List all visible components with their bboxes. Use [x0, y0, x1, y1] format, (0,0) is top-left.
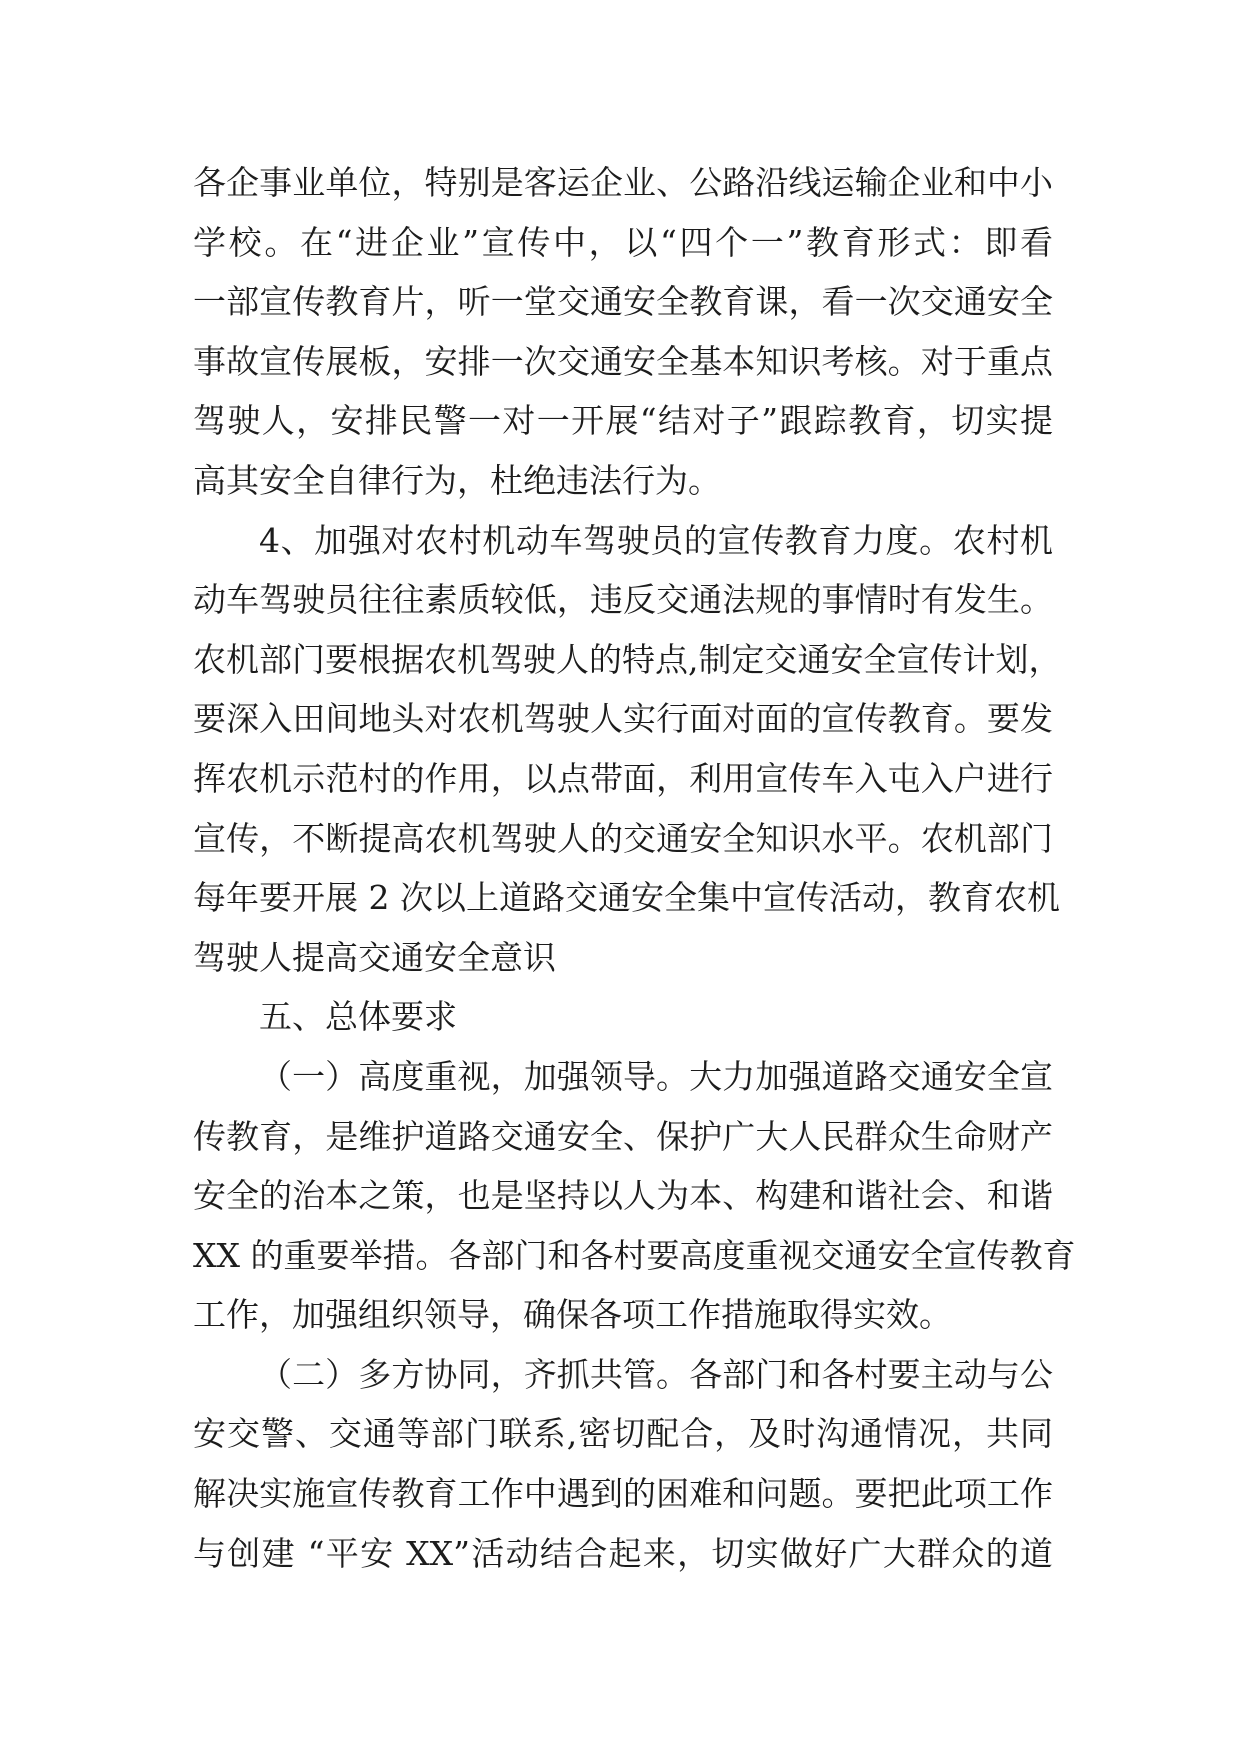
text-line: XX 的重要举措。各部门和各村要高度重视交通安全宣传教育 [193, 1235, 1076, 1275]
section-heading: 五、总体要求 [259, 997, 457, 1037]
paragraph-first-line: （一）高度重视，加强领导。大力加强道路交通安全宣 [259, 1056, 1053, 1096]
text-line: 宣传，不断提高农机驾驶人的交通安全知识水平。农机部门 [193, 818, 1053, 858]
text-line: 工作，加强组织领导，确保各项工作措施取得实效。 [193, 1295, 952, 1335]
text-line: 传教育，是维护道路交通安全、保护广大人民群众生命财产 [193, 1116, 1053, 1156]
text-line: 解决实施宣传教育工作中遇到的困难和问题。要把此项工作 [193, 1474, 1053, 1514]
document-body [193, 153, 1076, 1583]
text-line: 与创建 “平安 XX”活动结合起来，切实做好广大群众的道 [193, 1533, 1053, 1573]
text-line: 各企事业单位，特别是客运企业、公路沿线运输企业和中小 [193, 163, 1053, 202]
text-line: 每年要开展 2 次以上道路交通安全集中宣传活动，教育农机 [193, 878, 1060, 918]
text-line: 高其安全自律行为，杜绝违法行为。 [193, 460, 721, 500]
text-line: 动车驾驶员往往素质较低，违反交通法规的事情时有发生。 [193, 580, 1053, 620]
text-line: 驾驶人，安排民警一对一开展“结对子”跟踪教育，切实提 [193, 401, 1053, 441]
paragraph-first-line: 4、加强对农村机动车驾驶员的宣传教育力度。农村机 [259, 520, 1053, 560]
paragraph-first-line: （二）多方协同，齐抓共管。各部门和各村要主动与公 [259, 1354, 1053, 1394]
text-line: 一部宣传教育片，听一堂交通安全教育课，看一次交通安全 [193, 282, 1053, 322]
text-line: 事故宣传展板，安排一次交通安全基本知识考核。对于重点 [193, 341, 1053, 381]
text-line: 安交警、交通等部门联系,密切配合，及时沟通情况，共同 [193, 1414, 1053, 1454]
text-line: 安全的治本之策，也是坚持以人为本、构建和谐社会、和谐 [193, 1176, 1053, 1216]
text-line: 学校。在“进企业”宣传中，以“四个一”教育形式：即看 [193, 222, 1053, 262]
text-line: 农机部门要根据农机驾驶人的特点,制定交通安全宣传计划， [193, 639, 1062, 679]
text-line: 挥农机示范村的作用，以点带面，利用宣传车入屯入户进行 [193, 758, 1053, 798]
text-line: 驾驶人提高交通安全意识 [193, 937, 556, 977]
text-line: 要深入田间地头对农机驾驶人实行面对面的宣传教育。要发 [193, 699, 1053, 739]
